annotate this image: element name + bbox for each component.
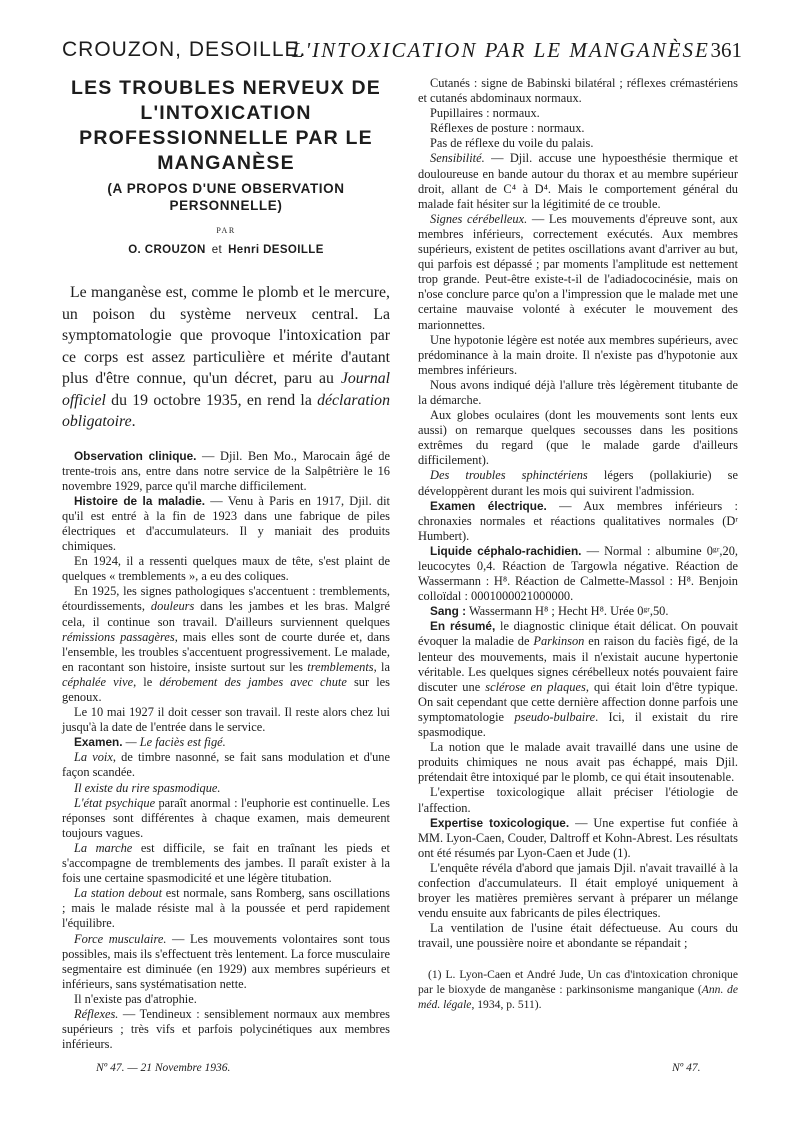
footnote-text: (1) L. Lyon-Caen et André Jude, Un cas d'intoxication chronique par le bioxyde de manganèse : parkinsonisme manganique (Ann. de méd. légale, 1934, p. 511).: [418, 968, 738, 1012]
article-title: LES TROUBLES NERVEUX DE L'INTOXICATION PROFESSIONNELLE PAR LE MANGANÈSE: [70, 77, 382, 174]
atrophy-paragraph: Il n'existe pas d'atrophie.: [74, 991, 197, 1006]
summary-paragraph: En résumé, le diagnostic clinique était délicat. On pouvait évoquer la maladie de Parkinson en raison du faciès figé, de la lenteur des mouvements, mais il n'existait aucune hypertonie véritable. Les quelques signes cérébelleux notés pouvaient faire discuter une sclérose en plaques, qui était loin d'être typique. On sait cependant que cette dernière affection donne parfois une symptomatologie pseudo-bulbaire. Ici, il existait du rire spasmodique.: [418, 619, 739, 740]
paragraph-1924: En 1924, il a ressenti quelques maux de tête, s'est plaint de quelques « tremblements », a eu des coliques.: [62, 554, 390, 584]
introduction: [62, 282, 390, 433]
expertise-intro-paragraph: L'expertise toxicologique allait préciser l'étiologie de l'affection.: [418, 785, 738, 815]
author-conjunction: et: [211, 244, 223, 256]
toxicology-paragraph: Expertise toxicologique. — Une expertise fut confiée à MM. Lyon-Caen, Couder, Daltroff et Kohn-Abrest. Les résultats ont été résumés par Lyon-Caen et Jude (1).: [418, 815, 739, 860]
running-head: [62, 38, 742, 68]
posture-paragraph: Réflexes de posture : normaux.: [430, 121, 585, 136]
exam-paragraph: Examen. — Le faciès est figé.: [74, 735, 226, 750]
cerebellar-paragraph: Signes cérébelleux. — Les mouvements d'épreuve sont, aux membres inférieurs, correctement exécutés. Aux membres supérieurs, existent de petites oscillations avant d'arriver au but, qui parfois est dépassé ; par moments l'amplitude est nettement trop grande. Peut-être existe-t-il de l'adiadococinésie, mais on n'ose conclure parce qu'on a l'impression que le malade met une certaine mauvaise volonté à exécuter le mouvement des marionnettes.: [418, 211, 738, 332]
paragraph-1925: En 1925, les signes pathologiques s'accentuent : tremblements, étourdissements, douleurs dans les jambes et les bras. Malgré cela, il continue son travail. D'ailleurs surviennent quelques rémissions passagères, mais elles sont de courte durée et, dans l'ensemble, les troubles s'accentuent progressivement. Le malade, en racontant son histoire, insiste surtout sur les tremblements, la céphalée vive, le dérobement des jambes avec chute sur les genoux.: [62, 584, 390, 704]
paragraph-1927: Le 10 mai 1927 il doit cesser son travail. Il reste alors chez lui jusqu'à la date de l'entrée dans le service.: [62, 705, 390, 735]
pupillary-paragraph: Pupillaires : normaux.: [430, 106, 540, 121]
running-head-title: L'INTOXICATION PAR LE MANGANÈSE: [292, 38, 710, 62]
reflexes-paragraph: Réflexes. — Tendineux : sensiblement normaux aux membres supérieurs ; très vifs et parfois polycinétiques aux membres inférieurs.: [62, 1006, 390, 1052]
observation-paragraph: Observation clinique. — Djil. Ben Mo., Marocain âgé de trente-trois ans, entre dans notre service de la Salpêtrière le 16 novembre 1929, parce qu'il marche difficilement.: [62, 448, 390, 493]
hypotonia-paragraph: Une hypotonie légère est notée aux membres supérieurs, avec prédominance à la main droite. Il n'existe pas d'hypotonie aux membres inférieurs.: [418, 332, 738, 377]
left-body: [62, 449, 390, 1053]
laughter-paragraph: Il existe du rire spasmodique.: [74, 780, 221, 795]
author-crouzon: O. CROUZON: [128, 244, 206, 256]
page-number: 361: [710, 38, 742, 62]
history-paragraph: Histoire de la maladie. — Venu à Paris en 1917, Djil. dit qu'il est entré à la fin de 1923 dans une fabrique de piles électriques et d'accumulateurs. Il y maniait des produits chimiques.: [62, 493, 390, 554]
standing-paragraph: La station debout est normale, sans Romberg, sans oscillations ; mais le malade résiste mal à la poussée et perd rapidement l'équilibre.: [62, 886, 390, 931]
authors: [62, 244, 390, 256]
running-head-authors: CROUZON, DESOILLE.: [62, 38, 307, 61]
footnote: [418, 965, 738, 1012]
sphincter-paragraph: Des troubles sphinctériens légers (pollakiurie) se développèrent durant les mois qui suivirent l'admission.: [418, 468, 738, 498]
intro-paragraph: Le manganèse est, comme le plomb et le mercure, un poison du système nerveux central. La symptomatologie que provoque l'intoxication par ce corps est assez particulière et mérite d'autant plus d'être connue, qu'un décret, paru au Journal officiel du 19 octobre 1935, en rend la déclaration obligatoire.: [62, 284, 391, 430]
ocular-paragraph: Aux globes oculaires (dont les mouvements sont lents eux aussi) on remarque quelques secousses dans les positions extrêmes du regard (que le malade garde d'ailleurs difficilement).: [418, 408, 738, 468]
gait-paragraph: La marche est difficile, se fait en traînant les pieds et s'accompagne de tremblements des jambes. Il paraît exister à la fois une certaine spasmodicité et une légère titubation.: [62, 840, 390, 886]
left-column: [62, 76, 390, 1052]
article-subtitle: (A PROPOS D'UNE OBSERVATION PERSONNELLE): [107, 181, 345, 213]
electrical-exam-paragraph: Examen électrique. — Aux membres inférieurs : chronaxies normales et réactions qualitatives normales (Dʳ Humbert).: [418, 498, 738, 543]
cutaneous-paragraph: Cutanés : signe de Babinski bilatéral ; réflexes crémastériens et cutanés abdominaux normaux.: [418, 76, 738, 106]
notion-paragraph: La notion que le malade avait travaillé dans une usine de produits chimiques ne nous avait pas échappé, mais Djil. prétendait être intoxiqué par le plomb, ce qui était insoutenable.: [418, 740, 738, 785]
csf-paragraph: Liquide céphalo-rachidien. — Normal : albumine 0ᵍʳ,20, leucocytes 0,4. Réaction de Targowla négative. Réaction de Wassermann : H⁸. Réaction de Calmette-Massol : H⁸. Benjoin colloïdal : 0001000021000000.: [418, 543, 738, 604]
author-desoille: Henri DESOILLE: [228, 244, 324, 256]
right-body: [418, 76, 738, 951]
footer-issue-number: Nº 47.: [672, 1062, 701, 1074]
blood-paragraph: Sang : Wassermann H⁸ ; Hecht H⁸. Urée 0ᵍʳ,50.: [430, 604, 669, 619]
right-column: [418, 76, 738, 1012]
gait-note-paragraph: Nous avons indiqué déjà l'allure très légèrement titubante de la démarche.: [418, 377, 738, 407]
by-line: PAR: [216, 226, 236, 235]
sensibility-paragraph: Sensibilité. — Djil. accuse une hypoesthésie thermique et douloureuse en bande autour du thorax et au membre supérieur droit, allant de C⁴ à D⁴. Mais le comportement général du malade fait hésiter sur la légitimité de ce trouble.: [418, 151, 739, 211]
voice-paragraph: La voix, de timbre nasonné, se fait sans modulation et d'une façon scandée.: [62, 750, 390, 780]
ventilation-paragraph: La ventilation de l'usine était défectueuse. Au cours du travail, une poussière noire et abondante se répandait ;: [418, 921, 738, 951]
footer-issue-date: Nº 47. — 21 Novembre 1936.: [96, 1062, 231, 1074]
palate-paragraph: Pas de réflexe du voile du palais.: [430, 136, 594, 151]
inquiry-paragraph: L'enquête révéla d'abord que jamais Djil. n'avait travaillé à la confection d'accumulateurs. Il était employé uniquement à broyer les matières premières servant à préparer un mélange vendu ensuite aux fabricants de piles électriques.: [418, 860, 738, 921]
muscle-force-paragraph: Force musculaire. — Les mouvements volontaires sont tous possibles, mais ils s'effectuent très lentement. La force musculaire segmentaire est diminuée (en 1929) aux membres supérieurs et inférieurs, sans systématisation nette.: [62, 931, 390, 991]
psychic-paragraph: L'état psychique paraît anormal : l'euphorie est continuelle. Les réponses sont différentes à chaque examen, mais demeurent toujours vagues.: [62, 795, 390, 840]
